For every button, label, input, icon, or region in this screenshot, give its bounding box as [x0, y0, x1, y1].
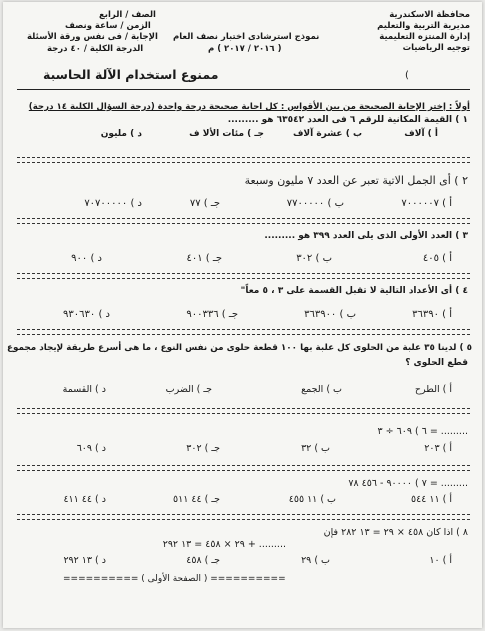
header-grade: الصف / الرابع: [99, 10, 156, 20]
q6-option-d[interactable]: د ) ٦٠٩: [76, 443, 106, 454]
header-math-guidance: توجيه الرياضيات: [402, 43, 470, 53]
q4-option-a[interactable]: أ ) ٣٦٣٩٠: [412, 309, 452, 320]
page-footer: ========== ( الصفحة الأولى ) ==========: [63, 574, 286, 584]
q7-option-a[interactable]: أ ) ١١ ٥٤٤: [411, 494, 452, 505]
question-4: ٤ ) أى الأعداد التالية لا تقبل القسمة على ٣ ، ٥ معاً": [240, 286, 468, 296]
q2-option-a[interactable]: أ ) ٧٠٠٠٠٠٧: [401, 198, 452, 209]
question-8: ٨ ) اذا كان ٤٥٨ × ٢٩ = ١٣ ٢٨٢ فإن: [323, 527, 468, 538]
q7-option-d[interactable]: د ) ٤٤ ٤١١: [63, 494, 106, 505]
q5-option-b[interactable]: ب ) الجمع: [301, 384, 342, 395]
q4-option-b[interactable]: ب ) ٣٦٣٩٠٠: [304, 309, 356, 320]
calculator-banner: ممنوع استخدام الآلة الحاسبة: [43, 67, 219, 82]
q7-option-c[interactable]: جـ ) ٤٤ ٥١١: [173, 494, 220, 505]
question-5-cont: قطع الحلوى ؟: [405, 358, 468, 368]
q3-option-b[interactable]: ب ) ٣٠٢: [296, 253, 332, 264]
question-3: ٣ ) العدد الأولى الذى يلى العدد ٣٩٩ هو .........: [264, 231, 468, 241]
header-directorate: مديرية التربية والتعليم: [377, 21, 470, 31]
q3-option-d[interactable]: د ) ٩٠٠: [71, 253, 102, 264]
q8-option-a[interactable]: أ ) ١٠: [429, 555, 452, 566]
separator-1: [17, 157, 470, 163]
name-paren: (: [405, 70, 409, 81]
question-7: ٧ ) ٩٠٠٠٠ - ٤٥٦ ٧٨ = .........: [348, 478, 468, 489]
header-answer-location: الإجابة / فى نفس ورقة الأسئلة: [27, 32, 158, 42]
separator-2: [17, 218, 470, 224]
q4-option-c[interactable]: جـ ) ٩٠٠٣٣٦: [186, 309, 238, 320]
q8-option-c[interactable]: جـ ) ٤٥٨: [186, 555, 220, 566]
header-time: الزمن / ساعة ونصف: [65, 21, 151, 31]
separator-3: [17, 273, 470, 279]
q6-option-c[interactable]: جـ ) ٣٠٢: [186, 443, 220, 454]
q8-option-d[interactable]: د ) ١٣ ٢٩٢: [63, 555, 106, 566]
q1-option-c[interactable]: جـ ) مئات الألا ف: [189, 129, 264, 139]
q5-option-a[interactable]: أ ) الطرح: [414, 384, 452, 395]
q3-option-c[interactable]: جـ ) ٤٠١: [186, 253, 222, 264]
header-divider: [17, 89, 470, 90]
q8-option-b[interactable]: ب ) ٢٩: [301, 555, 330, 566]
question-6: ٦ ) ٦٠٩ ÷ ٣ = .........: [377, 426, 468, 437]
exam-page: [3, 2, 482, 628]
q1-option-b[interactable]: ب ) عشرة آلاف: [292, 129, 362, 139]
header-administration: إدارة المنتزه التعليمية: [379, 32, 470, 42]
q2-option-d[interactable]: د ) ٧٠٧٠٠٠٠٠: [84, 198, 142, 209]
section-title: أولاً : إختر الإجابة الصحيحة من بين الأقواس : كل اجابة صحيحة درجة واحدة (درجة السؤال الكلية ١٤ درجة): [28, 102, 470, 112]
q7-option-b[interactable]: ب ) ١١ ٤٥٥: [288, 494, 336, 505]
question-5: ٥ ) لدينا ٣٥ علبة من الحلوى كل علبة بها ١٠٠ قطعة حلوى من نفس النوع ، ما هى أسرع طريقة لإيجاد مجموع: [6, 343, 472, 353]
question-8-cont: ٢٩ × ٤٥٨ = ١٣ ٢٩٢ + .........: [162, 539, 286, 550]
separator-6: [17, 465, 470, 471]
header-exam-title: نموذج استرشادى اختبار نصف العام: [173, 32, 320, 42]
q4-option-d[interactable]: د ) ٩٣٠٦٣٠: [63, 309, 110, 320]
separator-5: [17, 408, 470, 414]
q5-option-c[interactable]: جـ ) الضرب: [165, 384, 212, 395]
q2-option-c[interactable]: جـ ) ٧٧: [189, 198, 220, 209]
separator-4: [17, 329, 470, 335]
question-2: ٢ ) أى الجمل الاتية تعبر عن العدد ٧ مليون وسبعة: [244, 174, 468, 187]
q6-option-a[interactable]: أ ) ٢٠٣: [424, 443, 452, 454]
separator-7: [17, 514, 470, 520]
question-1: ١ ) القيمة المكانية للرقم ٦ فى العدد ٦٣٥٤٢ هو .........: [227, 115, 468, 125]
header-year: ( ٢٠١٦ / ٢٠١٧ ) م: [208, 44, 282, 54]
q3-option-a[interactable]: أ ) ٤٠٥: [422, 253, 452, 264]
header-governorate: محافظة الاسكندرية: [389, 10, 470, 20]
q2-option-b[interactable]: ب ) ٧٧٠٠٠٠٠: [286, 198, 344, 209]
q6-option-b[interactable]: ب ) ٣٢: [301, 443, 330, 454]
q1-option-a[interactable]: أ ) آلاف: [404, 129, 438, 139]
q1-option-d[interactable]: د ) مليون: [100, 129, 142, 139]
header-total-score: الدرجة الكلية / ٤٠ درجة: [47, 44, 144, 54]
q5-option-d[interactable]: د ) القسمة: [62, 384, 106, 395]
